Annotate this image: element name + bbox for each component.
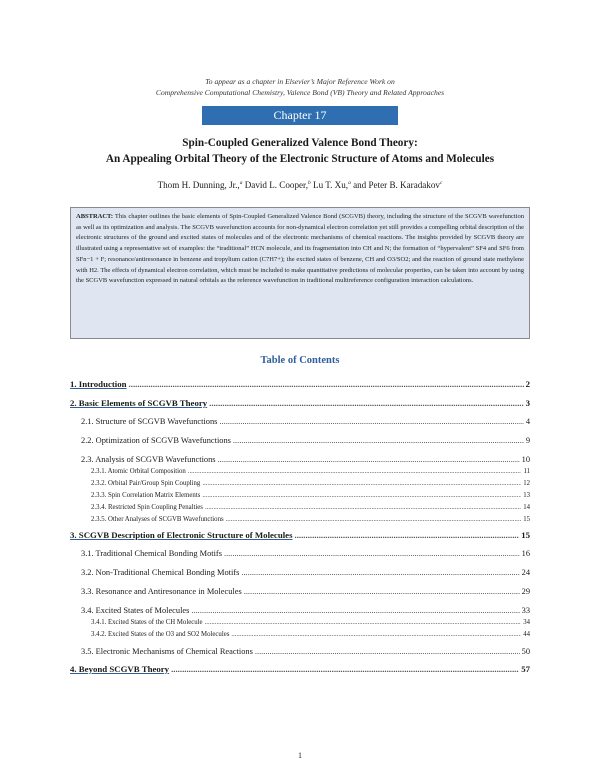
toc-entry[interactable]: [81, 417, 530, 426]
author-3: Lu T. Xu,: [310, 180, 349, 191]
toc-entry-label[interactable]: 3.2. Non-Traditional Chemical Bonding Motifs: [81, 568, 240, 577]
toc-entry-label[interactable]: 2.2. Optimization of SCGVB Wavefunctions: [81, 436, 231, 445]
toc-entry-page: 9: [525, 436, 530, 445]
toc-leader: [219, 417, 523, 426]
title-line-1: Spin-Coupled Generalized Valence Bond Theory:: [182, 137, 418, 149]
toc-entry[interactable]: [91, 468, 530, 475]
toc-entry-page: 10: [521, 455, 530, 464]
author-4: and Peter B. Karadakov: [350, 180, 440, 191]
toc-entry-label[interactable]: 3.3. Resonance and Antiresonance in Molecules: [81, 587, 242, 596]
toc-entry-page: 4: [525, 417, 530, 426]
toc-leader: [244, 587, 520, 596]
toc-leader: [205, 619, 522, 626]
toc-entry-page: 24: [521, 568, 530, 577]
toc-entry-label[interactable]: 3.5. Electronic Mechanisms of Chemical Reactions: [81, 647, 253, 656]
toc-entry[interactable]: [70, 379, 530, 389]
toc-entry-label[interactable]: 4. Beyond SCGVB Theory: [70, 664, 170, 674]
toc-leader: [226, 516, 522, 523]
toc-entry-page: 3: [525, 398, 530, 408]
toc-entry-page: 16: [521, 549, 530, 558]
toc-entry-label[interactable]: 3.4.2. Excited States of the O3 and SO2 Molecules: [91, 631, 230, 638]
toc-leader: [295, 530, 520, 540]
toc-entry-page: 34: [523, 619, 530, 626]
affiliation-mark: b: [308, 180, 311, 186]
toc-leader: [209, 398, 523, 408]
toc-leader: [171, 664, 519, 674]
toc-entry[interactable]: [81, 549, 530, 558]
toc-entry[interactable]: [91, 492, 530, 499]
author-2: David L. Cooper,: [242, 180, 308, 191]
toc-entry[interactable]: [81, 587, 530, 596]
toc-entry[interactable]: [91, 631, 530, 638]
toc-entry[interactable]: [70, 530, 530, 540]
abstract-label: ABSTRACT:: [76, 213, 114, 220]
toc-leader: [191, 606, 519, 615]
toc-entry-page: 13: [523, 492, 530, 499]
toc-entry-page: 2: [525, 379, 530, 389]
toc-entry-label[interactable]: 2.3.3. Spin Correlation Matrix Elements: [91, 492, 201, 499]
header-line-1: To appear as a chapter in Elsevier’s Major Reference Work on: [205, 77, 395, 86]
author-list: [0, 180, 600, 190]
toc-entry-label[interactable]: 3.4. Excited States of Molecules: [81, 606, 190, 615]
toc-entry-page: 44: [523, 631, 530, 638]
abstract-box: [70, 207, 530, 339]
toc-entry[interactable]: [81, 606, 530, 615]
toc-leader: [129, 379, 524, 389]
toc-entry-page: 15: [521, 530, 530, 540]
toc-leader: [202, 492, 521, 499]
header-line-2: Comprehensive Computational Chemistry, Valence Bond (VB) Theory and Related Approaches: [155, 88, 445, 97]
toc-leader: [241, 568, 519, 577]
toc-entry-label[interactable]: 1. Introduction: [70, 379, 127, 389]
toc-leader: [233, 436, 524, 445]
page-number: 1: [298, 751, 302, 760]
toc-entry-label[interactable]: 3.1. Traditional Chemical Bonding Motifs: [81, 549, 222, 558]
toc-entry-label[interactable]: 2.3.4. Restricted Spin Coupling Penalties: [91, 504, 203, 511]
toc-entry-page: 11: [523, 468, 530, 475]
toc-entry-label[interactable]: 2.3.2. Orbital Pair/Group Spin Coupling: [91, 480, 201, 487]
toc-entry-page: 33: [521, 606, 530, 615]
toc-entry[interactable]: [81, 568, 530, 577]
toc-entry[interactable]: [91, 619, 530, 626]
toc-entry-label[interactable]: 2.3.5. Other Analyses of SCGVB Wavefunctions: [91, 516, 224, 523]
toc-entry-label[interactable]: 2.3.1. Atomic Orbital Composition: [91, 468, 186, 475]
chapter-banner: Chapter 17: [202, 106, 398, 125]
toc-entry-page: 57: [521, 664, 530, 674]
toc-entry-page: 50: [521, 647, 530, 656]
toc-entry-label[interactable]: 3. SCGVB Description of Electronic Structure of Molecules: [70, 530, 293, 540]
toc-leader: [218, 455, 520, 464]
affiliation-mark: a: [348, 180, 351, 186]
toc-entry-label[interactable]: 2. Basic Elements of SCGVB Theory: [70, 398, 208, 408]
toc-entry-page: 15: [523, 516, 530, 523]
toc-entry[interactable]: [81, 436, 530, 445]
toc-leader: [205, 504, 521, 511]
toc-entry-label[interactable]: 2.1. Structure of SCGVB Wavefunctions: [81, 417, 218, 426]
toc-leader: [202, 480, 521, 487]
toc-entry[interactable]: [91, 516, 530, 523]
author-1: Thom H. Dunning, Jr.,: [157, 180, 240, 191]
toc-entry-label[interactable]: 2.3. Analysis of SCGVB Wavefunctions: [81, 455, 216, 464]
toc-entry[interactable]: [81, 455, 530, 464]
title-line-2: An Appealing Orbital Theory of the Electronic Structure of Atoms and Molecules: [105, 153, 495, 165]
toc-entry-page: 14: [523, 504, 530, 511]
toc-entry[interactable]: [81, 647, 530, 656]
toc-entry-label[interactable]: 3.4.1. Excited States of the CH Molecule: [91, 619, 203, 626]
toc-entry[interactable]: [70, 664, 530, 674]
affiliation-mark: a: [239, 180, 243, 186]
toc-title: Table of Contents: [260, 355, 340, 366]
abstract-text: This chapter outlines the basic elements of Spin-Coupled Generalized Valence Bond (SCGVB) theory, including the structure of the SCGVB wavefunction as well as its optimization and analysis. The SCGVB wavefunction accounts for non-dynamical electron correlation yet still provides a compelling orbital description of the electronic structures of the ground and excited states of molecules and of the electronic mechanisms of chemical reactions. The insights provided by SCGVB theory are illustrated using a representative set of examples: the “traditional” HCN molecule, and its fragmentation into CH and N; the formation of “hypervalent” SF4 and SF6 from SFn−1 + F; resonance/antiresonance in benzene and tropylium cation (C7H7+); the excited states of benzene, CH and O3/SO2; and the reaction of ground state methylene with H2. The effects of dynamical electron correlation, which must be included to make quantitative predictions of molecular properties, can be taken into account by using the SCGVB wavefunction expressed in natural orbitals as the reference wavefunction in traditional multireference configuration interaction calculations.: [76, 213, 524, 285]
toc-leader: [255, 647, 520, 656]
toc-entry[interactable]: [91, 504, 530, 511]
toc-entry[interactable]: [70, 398, 530, 408]
toc-leader: [188, 468, 522, 475]
toc-leader: [224, 549, 520, 558]
toc-leader: [231, 631, 521, 638]
toc-entry-page: 29: [521, 587, 530, 596]
toc-entry-page: 12: [523, 480, 530, 487]
affiliation-mark: c: [439, 180, 443, 186]
toc-entry[interactable]: [91, 480, 530, 487]
